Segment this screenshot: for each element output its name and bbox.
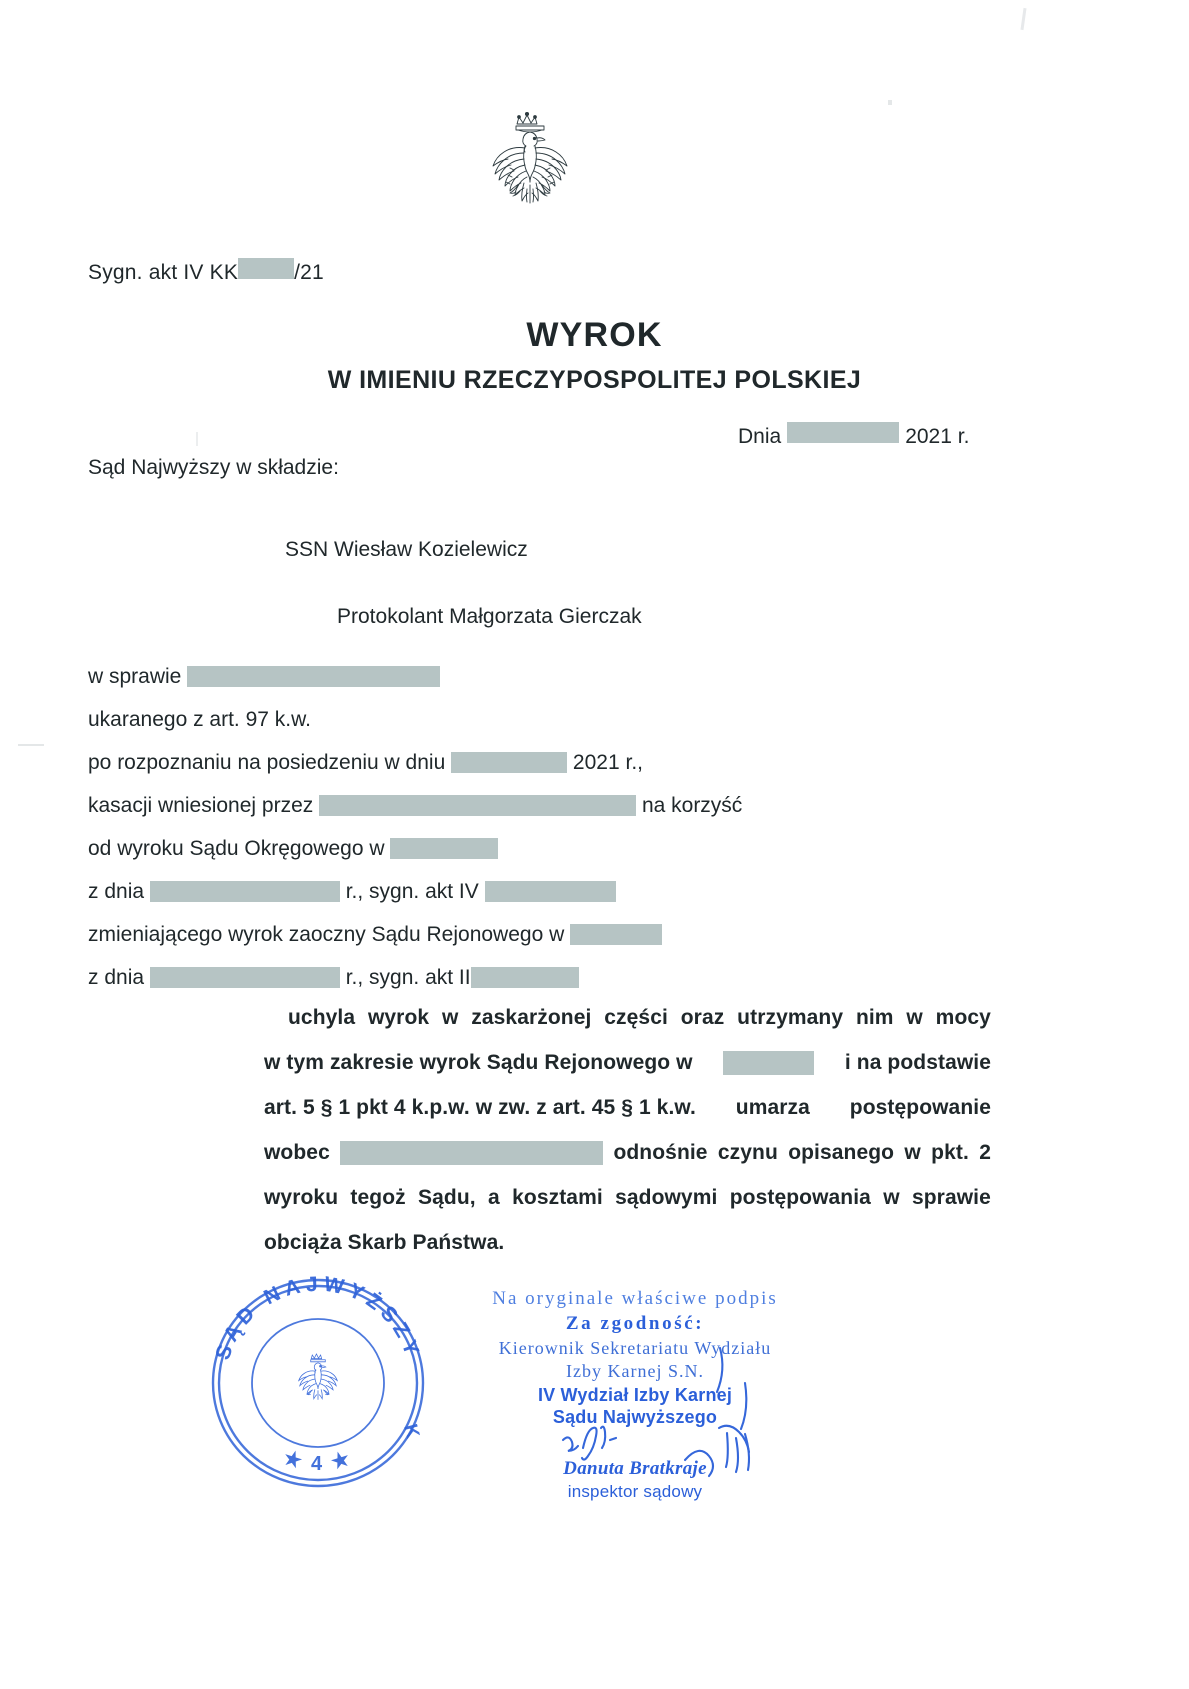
operative-text: nim [855,1006,894,1029]
scan-artifact-top-right [1020,8,1026,30]
date-label: Dnia [738,425,782,448]
body-line [88,698,1098,741]
cert-line-za-zgodnosc: Za zgodność: [565,1313,705,1334]
cert-line-inspector: inspektor sądowy [567,1482,703,1501]
stamp-side-letter: K [399,1421,424,1441]
body-line [88,913,1098,956]
redaction-block [451,752,567,773]
operative-line [264,1085,991,1130]
redaction-block [485,881,616,902]
operative-text: mocy [935,1006,991,1029]
operative-text: Sądu, [418,1186,476,1209]
operative-text: postępowania [729,1186,871,1209]
body-lines [88,655,1098,999]
redaction-block [150,881,340,902]
operative-text: sądowymi [615,1186,718,1209]
operative-text: w [906,1006,923,1029]
case-signature-prefix: Sygn. akt IV KK [88,261,239,284]
redaction-case-number [238,258,294,279]
operative-text: oraz [680,1006,725,1029]
operative-text: art. 5 § 1 pkt 4 k.p.w. w zw. z art. 45 § 1 k.w. [264,1096,696,1119]
body-text: z dnia [88,965,150,989]
cert-line-criminal-chamber: Izby Karnej S.N. [566,1361,704,1381]
operative-line [264,995,991,1040]
body-text: z dnia [88,879,150,903]
operative-line [264,1175,991,1220]
cert-line-head-of-secretariat: Kierownik Sekretariatu Wydziału [498,1338,772,1358]
operative-text: i na podstawie [844,1051,991,1074]
cert-line-original-signature: Na oryginale właściwe podpis [492,1288,778,1309]
operative-text: uchyla [288,1006,356,1029]
composition-label: Sąd Najwyższy w składzie: [88,456,339,479]
operative-text: w tym zakresie wyrok Sądu Rejonowego w [264,1051,693,1074]
case-signature-line [88,258,324,285]
date-line [738,422,969,449]
operative-paragraph [264,995,991,1265]
operative-text: sprawie [911,1186,991,1209]
body-line [88,655,1098,698]
operative-text: 2 [979,1141,991,1164]
operative-text: czynu [717,1141,778,1164]
body-line [88,870,1098,913]
operative-text: w [883,1186,900,1209]
operative-text: części [604,1006,668,1029]
body-text: w sprawie [88,664,188,688]
redaction-block [570,924,662,945]
svg-text:★ 4 ★ [281,1447,355,1475]
operative-text: opisanego [788,1141,895,1164]
operative-text: wyrok [367,1006,430,1029]
operative-text: odnośnie [613,1141,708,1164]
body-text: ukaranego z art. 97 k.w. [88,707,311,731]
case-signature-suffix: /21 [294,261,324,284]
date-year: 2021 r. [905,425,970,448]
clerk-name: Protokolant Małgorzata Gierczak [337,605,642,628]
redaction-date [787,422,899,443]
document-title: WYROK [526,316,663,354]
redaction-block [471,967,579,988]
operative-text: pkt. [931,1141,969,1164]
redaction-block [150,967,340,988]
redaction-block [390,838,498,859]
svg-text:SĄD NAJWYŻSZY [211,1273,425,1363]
scan-artifact-left-tick [196,432,198,446]
operative-text: zaskarżonej [471,1006,592,1029]
operative-text: postępowanie [849,1096,991,1119]
operative-text: w [904,1141,921,1164]
operative-line [264,1040,991,1085]
body-line [88,784,1098,827]
court-round-stamp [193,1258,443,1508]
redaction-block [319,795,636,816]
scan-artifact-dot [888,100,892,105]
operative-text: utrzymany [737,1006,844,1029]
cert-line-division: IV Wydział Izby Karnej [537,1385,733,1405]
body-text: zmieniającego wyrok zaoczny Sądu Rejonowego w [88,922,571,946]
body-line [88,827,1098,870]
operative-text: umarza [735,1096,810,1119]
body-text: kasacji wniesionej przez [88,793,320,817]
cert-signature-name: Danuta Bratkraje [563,1458,707,1479]
body-text: 2021 r., [567,750,643,774]
body-text: r., sygn. akt II [339,965,471,989]
stamp-bottom-text: ★ 4 ★ [280,1446,356,1475]
certification-block [455,1288,815,1502]
judge-name: SSN Wiesław Kozielewicz [285,538,528,561]
operative-text: kosztami [512,1186,603,1209]
operative-text: w [442,1006,459,1029]
body-text: po rozpoznaniu na posiedzeniu w dniu [88,750,452,774]
body-text: r., sygn. akt IV [339,879,485,903]
body-line [88,956,1098,999]
body-text: na korzyść [636,793,743,817]
scan-artifact-left-dash [18,744,44,746]
operative-text: a [488,1186,500,1209]
body-text: od wyroku Sądu Okręgowego w [88,836,391,860]
operative-text: wyroku [264,1186,339,1209]
document-subtitle: W IMIENIU RZECZYPOSPOLITEJ POLSKIEJ [327,366,862,394]
redaction-block [187,666,440,687]
redaction-block [723,1051,814,1075]
stamp-top-text: SĄD NAJWYŻSZY [211,1272,425,1363]
operative-line [264,1130,991,1175]
polish-eagle-crest-icon [470,105,590,225]
operative-text: tegoż [350,1186,406,1209]
redaction-block [340,1141,603,1165]
operative-text: obciąża Skarb Państwa. [264,1231,505,1254]
operative-text: wobec [264,1141,330,1164]
cert-line-supreme-court: Sądu Najwyższego [552,1407,718,1427]
body-line [88,741,1098,784]
